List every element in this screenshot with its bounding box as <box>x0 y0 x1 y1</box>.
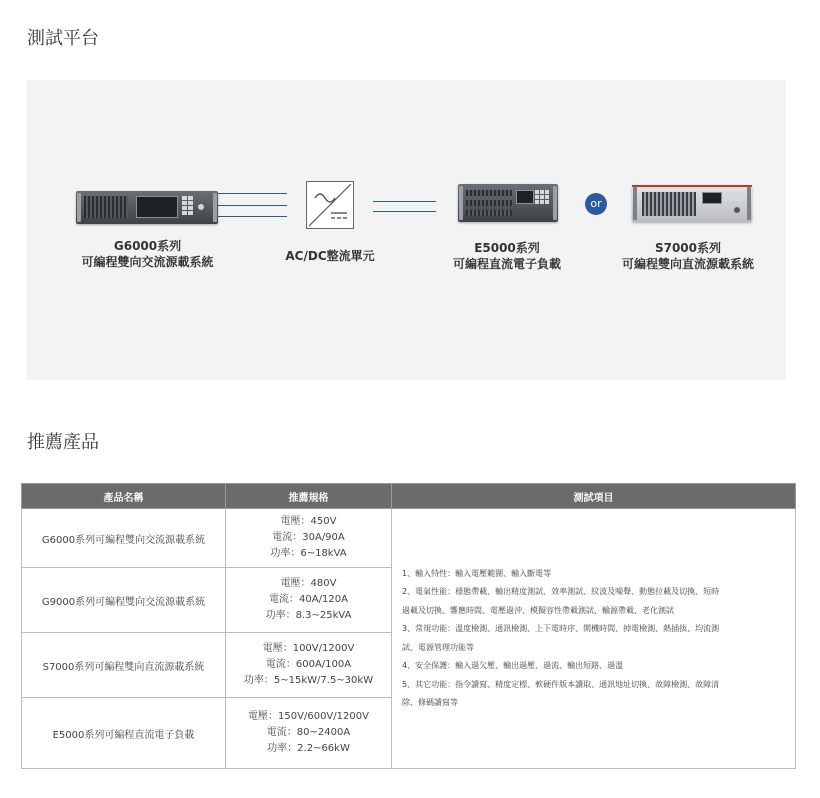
test-platform-heading: 測試平台 <box>27 28 99 49</box>
product-name-cell: S7000系列可編程雙向直流源載系統 <box>22 633 226 698</box>
s7000-device-image <box>632 185 752 222</box>
spec-cell: 電壓：150V/600V/1200V 電流：80~2400A 功率：2.2~66kW <box>226 698 392 769</box>
spec-cell: 電壓：480V 電流：40A/120A 功率：8.3~25kVA <box>226 568 392 633</box>
acdc-label: AC/DC整流單元 <box>285 249 375 263</box>
g6000-label: G6000系列 可編程雙向交流源載系統 <box>81 239 214 269</box>
or-badge: or <box>585 193 607 215</box>
product-name-cell: E5000系列可編程直流電子負載 <box>22 698 226 769</box>
e5000-device-image <box>458 184 558 222</box>
connector-line <box>217 205 287 206</box>
test-items-cell: 1、輸入特性：輸入電壓範圍、輸入斷電等 2、電氣性能：穩態帶載、輸出精度測試、效率測試、紋波及噪聲、動態拉載及切換、短時 過載及切換、響應時間、電壓過沖、模擬容性帶載測試、輸源帶載、老化測試 3、常規功能：溫度檢測、通訊檢測、上下電時序、開機時間、掉電檢測、熱插拔、均流測 試、電源管理功能等 4、安全保護：輸入過欠壓、輸出過壓、過流、輸出短路、過溫 5、其它功能：指令讀寫、精度定標、軟硬件版本讀取、通訊地址切換、故障檢測、故障清 除、條碼讀寫等 <box>392 509 796 769</box>
header-recommended-spec: 推薦規格 <box>226 484 392 509</box>
header-test-items: 測試項目 <box>392 484 796 509</box>
g6000-device-image <box>76 191 218 224</box>
e5000-label: E5000系列 可編程直流電子負載 <box>452 241 561 271</box>
acdc-unit-icon <box>306 181 354 229</box>
table-row <box>22 509 796 568</box>
connector-line <box>373 211 436 212</box>
recommended-products-heading: 推薦產品 <box>27 432 99 453</box>
connector-line <box>373 201 436 202</box>
test-platform-diagram <box>27 80 786 380</box>
connector-line <box>217 216 287 217</box>
s7000-label: S7000系列 可編程雙向直流源載系統 <box>621 241 754 271</box>
product-name-cell: G6000系列可編程雙向交流源載系統 <box>22 509 226 568</box>
header-product-name: 產品名稱 <box>22 484 226 509</box>
table-header-row <box>22 484 796 509</box>
connector-line <box>217 193 287 194</box>
product-name-cell: G9000系列可編程雙向交流源載系統 <box>22 568 226 633</box>
spec-cell: 電壓：100V/1200V 電流：600A/100A 功率：5~15kW/7.5~30kW <box>226 633 392 698</box>
spec-cell: 電壓：450V 電流：30A/90A 功率：6~18kVA <box>226 509 392 568</box>
recommended-products-table <box>21 483 796 769</box>
